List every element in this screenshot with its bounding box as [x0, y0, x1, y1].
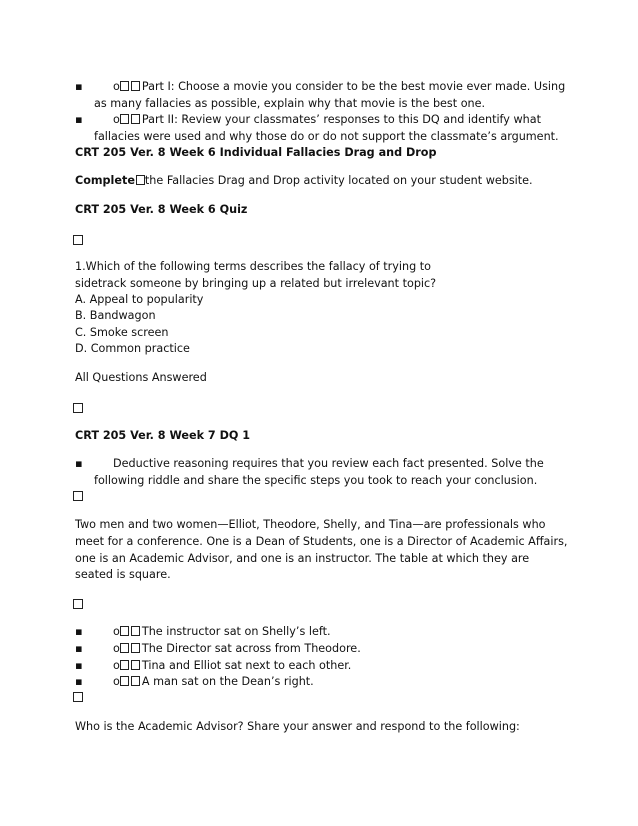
- glyph-box-icon: [120, 626, 129, 636]
- quiz-option-c: C. Smoke screen: [75, 326, 169, 339]
- clue-item: [113, 659, 351, 673]
- clue-text: The Director sat across from Theodore.: [141, 642, 361, 655]
- clue-text: Tina and Elliot sat next to each other.: [141, 659, 352, 672]
- quiz-option-b: B. Bandwagon: [75, 309, 156, 322]
- glyph-box-icon: [136, 175, 145, 185]
- part-2-line-1: Part II: Review your classmates’ responses to this DQ and identify what: [141, 113, 541, 126]
- glyph-box-icon: [120, 81, 129, 91]
- quiz-question-line-2: sidetrack someone by bringing up a related but irrelevant topic?: [75, 277, 437, 290]
- bullet-icon: ▪: [75, 457, 83, 470]
- fallacies-bold-lead: Complete: [75, 174, 135, 187]
- clue-item: [113, 675, 314, 689]
- checkbox-icon: [73, 235, 83, 245]
- bullet-icon: ▪: [75, 675, 83, 688]
- closing-question: Who is the Academic Advisor? Share your answer and respond to the following:: [75, 720, 520, 733]
- riddle-line-1: Two men and two women—Elliot, Theodore, Shelly, and Tina—are professionals who: [75, 518, 546, 531]
- sub-item-part-1: [113, 80, 565, 94]
- fallacies-rest: the Fallacies Drag and Drop activity located on your student website.: [144, 174, 533, 187]
- bullet-icon: ▪: [75, 642, 83, 655]
- glyph-box-icon: [120, 114, 129, 124]
- heading-fallacies-drag-drop: CRT 205 Ver. 8 Week 6 Individual Fallacies Drag and Drop: [75, 146, 437, 159]
- sub-marker: o: [113, 113, 120, 126]
- week7-intro-line-1: Deductive reasoning requires that you review each fact presented. Solve the: [113, 457, 544, 470]
- quiz-status: All Questions Answered: [75, 371, 207, 384]
- clue-item: [113, 642, 361, 656]
- fallacies-paragraph: [75, 174, 533, 188]
- glyph-box-icon: [120, 676, 129, 686]
- sub-item-part-2: [113, 113, 541, 127]
- part-1-line-2: as many fallacies as possible, explain why that movie is the best one.: [94, 97, 486, 110]
- quiz-question-line-1: 1.Which of the following terms describes the fallacy of trying to: [75, 260, 431, 273]
- riddle-line-4: seated is square.: [75, 568, 171, 581]
- checkbox-icon: [73, 491, 83, 501]
- bullet-icon: ▪: [75, 625, 83, 638]
- quiz-option-d: D. Common practice: [75, 342, 190, 355]
- glyph-box-icon: [131, 114, 140, 124]
- riddle-line-3: one is an Academic Advisor, and one is an instructor. The table at which they are: [75, 552, 530, 565]
- glyph-box-icon: [131, 676, 140, 686]
- checkbox-icon: [73, 599, 83, 609]
- sub-marker: o: [113, 659, 120, 672]
- heading-week7-dq1: CRT 205 Ver. 8 Week 7 DQ 1: [75, 429, 251, 442]
- glyph-box-icon: [120, 660, 129, 670]
- bullet-icon: ▪: [75, 80, 83, 93]
- heading-week6-quiz: CRT 205 Ver. 8 Week 6 Quiz: [75, 203, 248, 216]
- sub-marker: o: [113, 675, 120, 688]
- part-1-line-1: Part I: Choose a movie you consider to be the best movie ever made. Using: [141, 80, 566, 93]
- sub-marker: o: [113, 642, 120, 655]
- sub-marker: o: [113, 80, 120, 93]
- part-2-line-2: fallacies were used and why those do or do not support the classmate’s argument.: [94, 130, 559, 143]
- quiz-option-a: A. Appeal to popularity: [75, 293, 204, 306]
- sub-marker: o: [113, 625, 120, 638]
- glyph-box-icon: [131, 81, 140, 91]
- week7-intro-line-2: following riddle and share the specific steps you took to reach your conclusion.: [94, 474, 538, 487]
- glyph-box-icon: [131, 660, 140, 670]
- riddle-line-2: meet for a conference. One is a Dean of Students, one is a Director of Academic Affairs,: [75, 535, 568, 548]
- clue-text: A man sat on the Dean’s right.: [141, 675, 314, 688]
- checkbox-icon: [73, 692, 83, 702]
- glyph-box-icon: [131, 643, 140, 653]
- bullet-icon: ▪: [75, 659, 83, 672]
- clue-text: The instructor sat on Shelly’s left.: [141, 625, 331, 638]
- clue-item: [113, 625, 331, 639]
- glyph-box-icon: [120, 643, 129, 653]
- checkbox-icon: [73, 403, 83, 413]
- glyph-box-icon: [131, 626, 140, 636]
- bullet-icon: ▪: [75, 113, 83, 126]
